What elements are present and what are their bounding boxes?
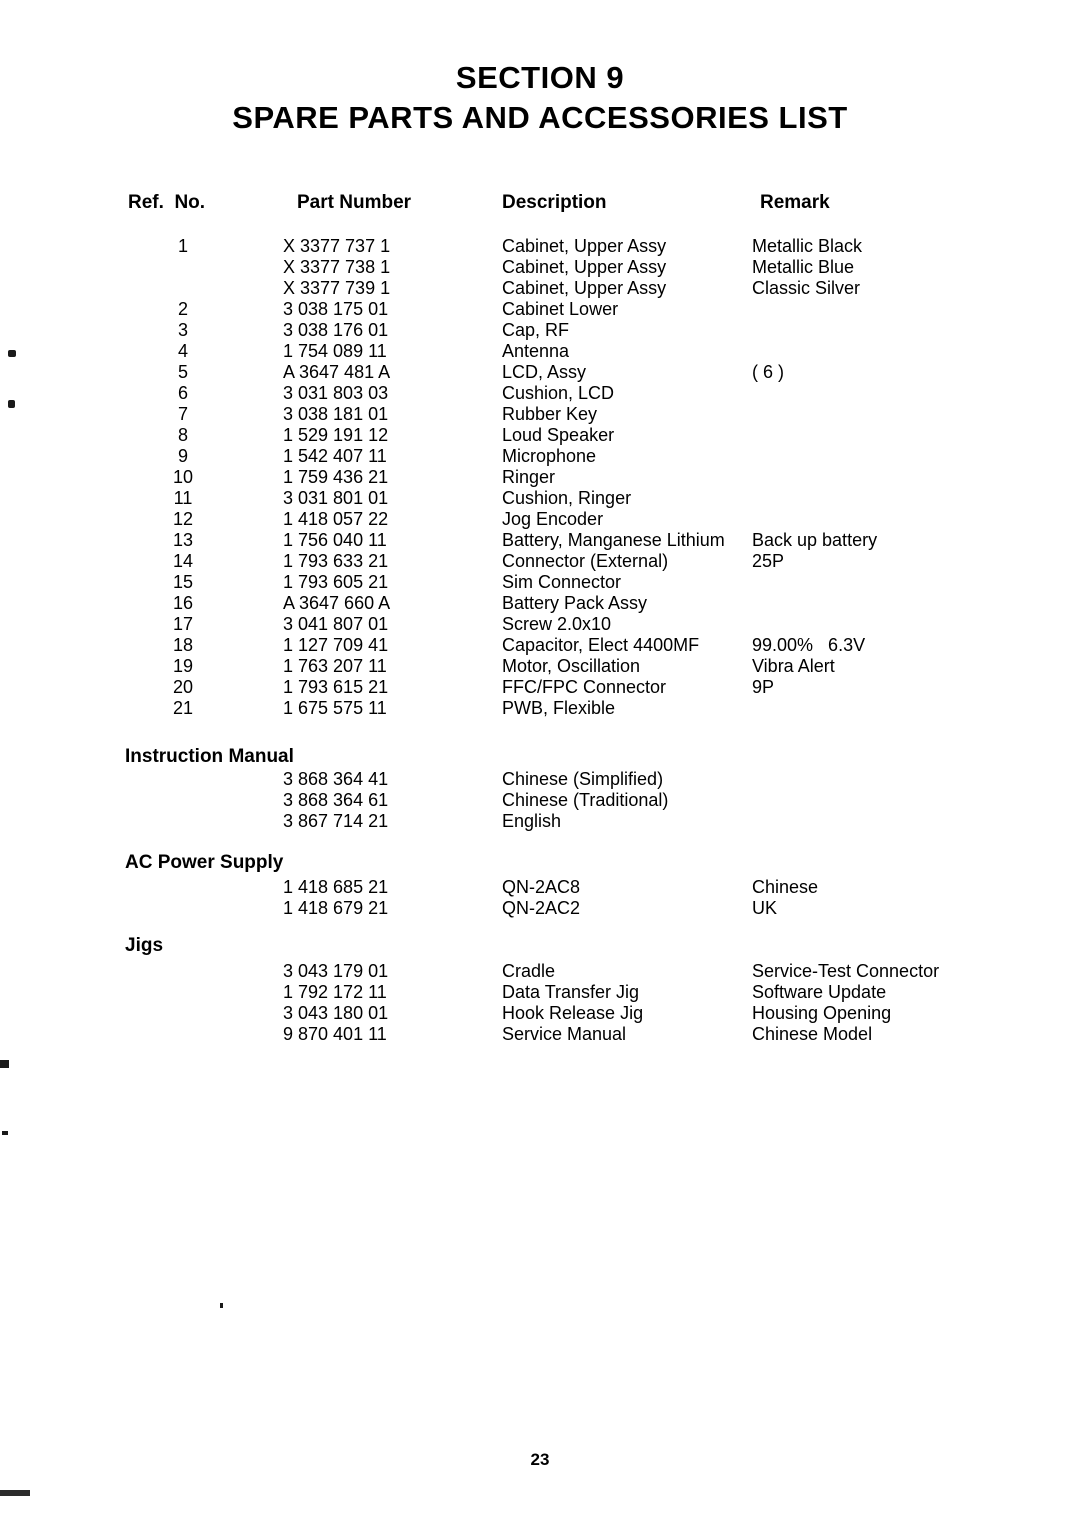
cell-remark: 9P <box>752 677 775 697</box>
table-row <box>0 278 1080 299</box>
cell-part-number: 1 127 709 41 <box>283 635 389 655</box>
table-row <box>0 425 1080 446</box>
table-row <box>0 320 1080 341</box>
cell-part-number: 1 529 191 12 <box>283 425 389 445</box>
cell-description: QN-2AC8 <box>502 877 581 897</box>
sub-section-rows <box>0 877 1080 919</box>
cell-ref-no: 12 <box>172 509 194 529</box>
cell-part-number: 3 038 181 01 <box>283 404 389 424</box>
cell-remark: Vibra Alert <box>752 656 835 676</box>
cell-part-number: 1 754 089 11 <box>283 341 387 361</box>
cell-part-number: 3 031 801 01 <box>283 488 389 508</box>
table-row <box>0 811 1080 832</box>
cell-part-number: 1 418 685 21 <box>283 877 389 897</box>
cell-ref-no: 20 <box>172 677 194 697</box>
cell-description: Chinese (Traditional) <box>502 790 669 810</box>
table-row <box>0 635 1080 656</box>
cell-part-number: 3 868 364 61 <box>283 790 389 810</box>
sub-section-rows <box>0 961 1080 1045</box>
cell-part-number: X 3377 739 1 <box>283 278 391 298</box>
cell-remark: Chinese <box>752 877 819 897</box>
cell-remark: Chinese Model <box>752 1024 873 1044</box>
cell-remark: UK <box>752 898 778 918</box>
table-column-headers <box>0 192 1080 218</box>
cell-ref-no: 5 <box>177 362 188 382</box>
cell-description: Sim Connector <box>502 572 622 592</box>
table-row <box>0 572 1080 593</box>
cell-description: Cabinet, Upper Assy <box>502 236 667 256</box>
table-row <box>0 530 1080 551</box>
cell-part-number: 1 763 207 11 <box>283 656 387 676</box>
cell-remark: Back up battery <box>752 530 878 550</box>
cell-ref-no: 6 <box>177 383 188 403</box>
table-row <box>0 698 1080 719</box>
cell-remark: Metallic Blue <box>752 257 855 277</box>
cell-part-number: 1 756 040 11 <box>283 530 387 550</box>
cell-part-number: 1 759 436 21 <box>283 467 389 487</box>
cell-description: Microphone <box>502 446 597 466</box>
cell-part-number: 3 043 179 01 <box>283 961 389 981</box>
cell-description: Antenna <box>502 341 570 361</box>
cell-ref-no: 1 <box>177 236 188 256</box>
cell-description: Chinese (Simplified) <box>502 769 664 789</box>
table-row <box>0 614 1080 635</box>
cell-description: QN-2AC2 <box>502 898 581 918</box>
cell-description: FFC/FPC Connector <box>502 677 667 697</box>
sub-section-heading: Instruction Manual <box>125 746 294 767</box>
cell-description: Cabinet, Upper Assy <box>502 278 667 298</box>
cell-ref-no: 8 <box>177 425 188 445</box>
cell-ref-no: 9 <box>177 446 188 466</box>
cell-description: Hook Release Jig <box>502 1003 644 1023</box>
cell-description: English <box>502 811 562 831</box>
table-row <box>0 656 1080 677</box>
cell-part-number: A 3647 481 A <box>283 362 391 382</box>
table-row <box>0 236 1080 257</box>
cell-ref-no: 15 <box>172 572 194 592</box>
cell-ref-no: 14 <box>172 551 194 571</box>
cell-part-number: X 3377 738 1 <box>283 257 391 277</box>
cell-ref-no: 13 <box>172 530 194 550</box>
sub-section-heading: AC Power Supply <box>125 852 284 873</box>
cell-description: Data Transfer Jig <box>502 982 640 1002</box>
page-number: 23 <box>530 1450 550 1469</box>
column-header-description: Description <box>502 192 607 213</box>
cell-ref-no: 16 <box>172 593 194 613</box>
cell-description: Cushion, LCD <box>502 383 615 403</box>
cell-ref-no: 10 <box>172 467 194 487</box>
cell-part-number: X 3377 737 1 <box>283 236 391 256</box>
cell-description: Cushion, Ringer <box>502 488 632 508</box>
cell-remark: Classic Silver <box>752 278 861 298</box>
cell-remark: 99.00% 6.3V <box>752 635 866 655</box>
table-row <box>0 383 1080 404</box>
cell-remark: Housing Opening <box>752 1003 892 1023</box>
table-row <box>0 509 1080 530</box>
cell-description: Loud Speaker <box>502 425 615 445</box>
cell-description: Cabinet Lower <box>502 299 619 319</box>
cell-part-number: 3 038 176 01 <box>283 320 389 340</box>
cell-part-number: 3 868 364 41 <box>283 769 389 789</box>
table-row <box>0 362 1080 383</box>
cell-description: Motor, Oscillation <box>502 656 641 676</box>
cell-description: Battery, Manganese Lithium <box>502 530 725 550</box>
scan-speck-icon <box>2 1131 8 1135</box>
cell-part-number: 3 867 714 21 <box>283 811 389 831</box>
cell-description: Cabinet, Upper Assy <box>502 257 667 277</box>
cell-description: Ringer <box>502 467 556 487</box>
cell-description: Connector (External) <box>502 551 669 571</box>
scan-speck-icon <box>8 400 15 408</box>
sub-section-heading: Jigs <box>125 935 164 956</box>
cell-part-number: 1 793 615 21 <box>283 677 389 697</box>
table-row <box>0 790 1080 811</box>
table-row <box>0 677 1080 698</box>
cell-remark: Metallic Black <box>752 236 863 256</box>
table-row <box>0 446 1080 467</box>
table-row <box>0 299 1080 320</box>
cell-remark: Software Update <box>752 982 887 1002</box>
cell-description: PWB, Flexible <box>502 698 616 718</box>
cell-part-number: 1 542 407 11 <box>283 446 387 466</box>
sub-section-rows <box>0 769 1080 832</box>
table-row <box>0 961 1080 982</box>
document-subtitle: SPARE PARTS AND ACCESSORIES LIST <box>232 100 848 135</box>
cell-part-number: 1 418 679 21 <box>283 898 389 918</box>
table-row <box>0 467 1080 488</box>
table-row <box>0 488 1080 509</box>
cell-remark: ( 6 ) <box>752 362 785 382</box>
table-row <box>0 341 1080 362</box>
cell-description: Cradle <box>502 961 556 981</box>
cell-description: Capacitor, Elect 4400MF <box>502 635 700 655</box>
cell-description: Service Manual <box>502 1024 627 1044</box>
cell-remark: Service-Test Connector <box>752 961 940 981</box>
cell-ref-no: 11 <box>173 488 193 508</box>
cell-description: Screw 2.0x10 <box>502 614 612 634</box>
table-row <box>0 769 1080 790</box>
cell-ref-no: 19 <box>172 656 194 676</box>
parts-table-body <box>0 236 1080 719</box>
table-row <box>0 551 1080 572</box>
table-row <box>0 898 1080 919</box>
scan-speck-icon <box>220 1303 223 1308</box>
cell-ref-no: 2 <box>177 299 188 319</box>
cell-description: LCD, Assy <box>502 362 587 382</box>
cell-part-number: 1 793 633 21 <box>283 551 389 571</box>
table-row <box>0 1024 1080 1045</box>
cell-part-number: 3 041 807 01 <box>283 614 389 634</box>
cell-part-number: 3 038 175 01 <box>283 299 389 319</box>
scan-speck-icon <box>0 1060 9 1068</box>
table-row <box>0 257 1080 278</box>
column-header-part-number: Part Number <box>297 192 412 213</box>
cell-ref-no: 3 <box>177 320 188 340</box>
cell-ref-no: 21 <box>172 698 194 718</box>
cell-description: Rubber Key <box>502 404 598 424</box>
table-row <box>0 982 1080 1003</box>
table-row <box>0 593 1080 614</box>
table-row <box>0 877 1080 898</box>
section-title: SECTION 9 <box>455 60 625 95</box>
column-header-remark: Remark <box>760 192 830 213</box>
cell-ref-no: 17 <box>172 614 194 634</box>
cell-part-number: A 3647 660 A <box>283 593 391 613</box>
cell-ref-no: 4 <box>177 341 188 361</box>
cell-part-number: 1 675 575 11 <box>283 698 387 718</box>
table-row <box>0 1003 1080 1024</box>
cell-part-number: 9 870 401 11 <box>283 1024 387 1044</box>
cell-ref-no: 18 <box>172 635 194 655</box>
column-header-ref-no: Ref. No. <box>128 192 206 213</box>
cell-part-number: 3 043 180 01 <box>283 1003 389 1023</box>
cell-part-number: 1 418 057 22 <box>283 509 389 529</box>
page-title <box>0 58 1080 138</box>
cell-description: Cap, RF <box>502 320 570 340</box>
table-row <box>0 404 1080 425</box>
scan-edge-artifact <box>0 1490 30 1496</box>
cell-description: Battery Pack Assy <box>502 593 648 613</box>
cell-part-number: 1 792 172 11 <box>283 982 387 1002</box>
cell-ref-no: 7 <box>177 404 188 424</box>
cell-part-number: 1 793 605 21 <box>283 572 389 592</box>
cell-remark: 25P <box>752 551 785 571</box>
scan-speck-icon <box>8 350 16 357</box>
cell-part-number: 3 031 803 03 <box>283 383 389 403</box>
cell-description: Jog Encoder <box>502 509 604 529</box>
